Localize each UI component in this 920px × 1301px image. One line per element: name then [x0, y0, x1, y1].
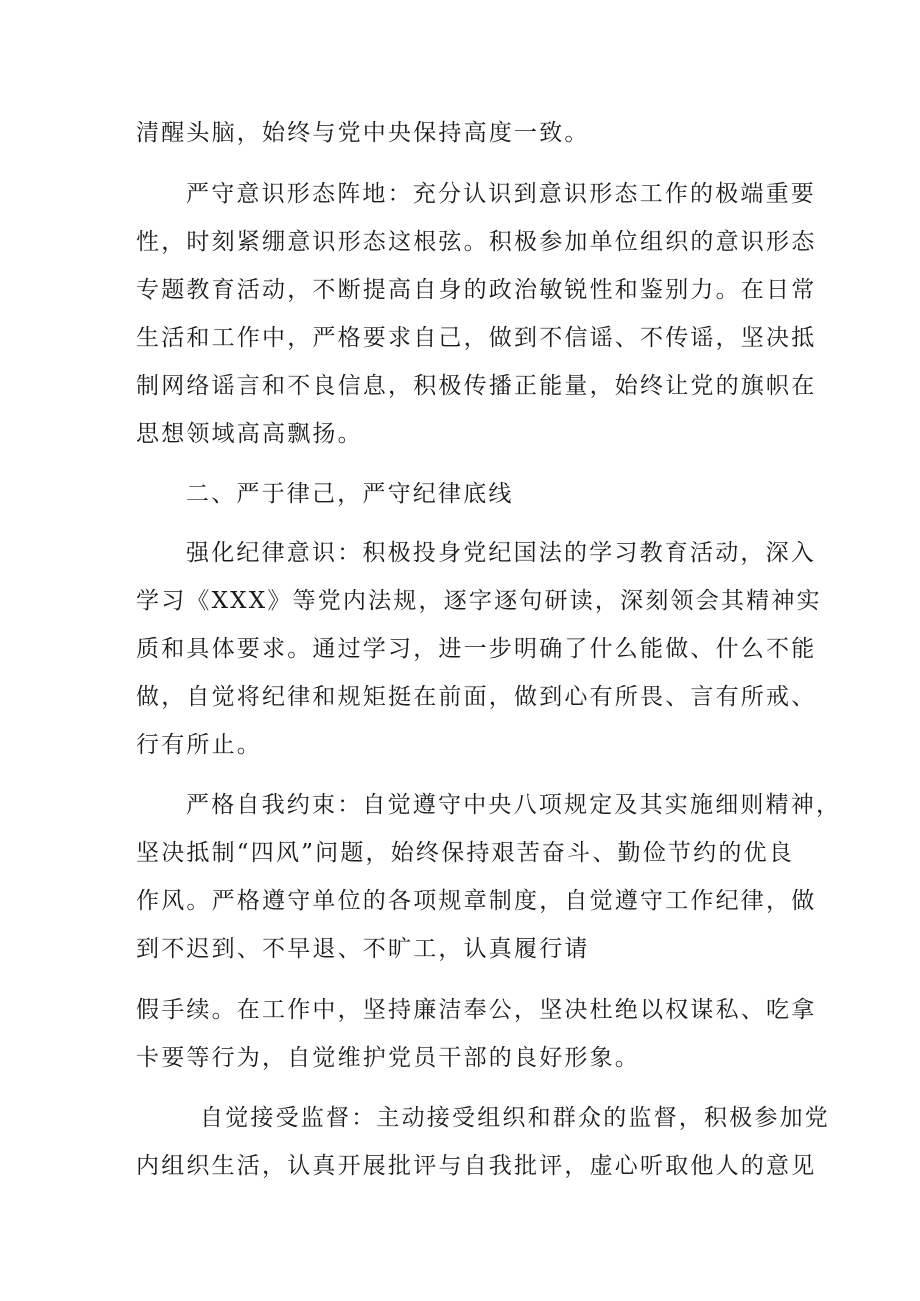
- paragraph-discipline-line: 质和具体要求。通过学习，进一步明确了什么能做、什么不能: [136, 636, 817, 662]
- paragraph-self-restraint-line: 到不迟到、不早退、不旷工，认真履行请: [136, 936, 590, 962]
- paragraph-supervision-line: 内组织生活，认真开展批评与自我批评，虚心听取他人的意见: [136, 1153, 817, 1179]
- paragraph-ideology-line: 性，时刻紧绷意识形态这根弦。积极参加单位组织的意识形态: [136, 229, 817, 255]
- text-line: 清醒头脑，始终与党中央保持高度一致。: [136, 120, 590, 146]
- paragraph-self-restraint-line: 作风。严格遵守单位的各项规章制度，自觉遵守工作纪律，做: [136, 888, 817, 914]
- paragraph-ideology-line: 思想领域高高飘扬。: [136, 421, 363, 447]
- paragraph-ideology-line: 严守意识形态阵地：充分认识到意识形态工作的极端重要: [186, 181, 816, 207]
- paragraph-self-restraint-line: 坚决抵制“四风”问题，始终保持艰苦奋斗、勤俭节约的优良: [136, 840, 794, 866]
- paragraph-ideology-line: 制网络谣言和不良信息，积极传播正能量，始终让党的旗帜在: [136, 373, 817, 399]
- paragraph-self-restraint-line: 严格自我约束：自觉遵守中央八项规定及其实施细则精神，: [186, 792, 842, 818]
- paragraph-discipline-line: 行有所止。: [136, 732, 262, 758]
- paragraph-discipline-line: 学习《XXX》等党内法规，逐字逐句研读，深刻领会其精神实: [136, 588, 822, 614]
- paragraph-supervision-line: 自觉接受监督：主动接受组织和群众的监督，积极参加党: [200, 1105, 830, 1131]
- paragraph-discipline-line: 做，自觉将纪律和规矩挺在前面，做到心有所畏、言有所戒、: [136, 684, 817, 710]
- paragraph-ideology-line: 专题教育活动，不断提高自身的政治敏锐性和鉴别力。在日常: [136, 277, 817, 303]
- paragraph-self-restraint-line: 卡要等行为，自觉维护党员干部的良好形象。: [136, 1045, 640, 1071]
- paragraph-ideology-line: 生活和工作中，严格要求自己，做到不信谣、不传谣，坚决抵: [136, 325, 817, 351]
- paragraph-discipline-line: 强化纪律意识：积极投身党纪国法的学习教育活动，深入: [186, 540, 816, 566]
- paragraph-self-restraint-line: 假手续。在工作中，坚持廉洁奉公，坚决杜绝以权谋私、吃拿: [136, 997, 817, 1023]
- section-heading: 二、严于律己，严守纪律底线: [186, 481, 514, 507]
